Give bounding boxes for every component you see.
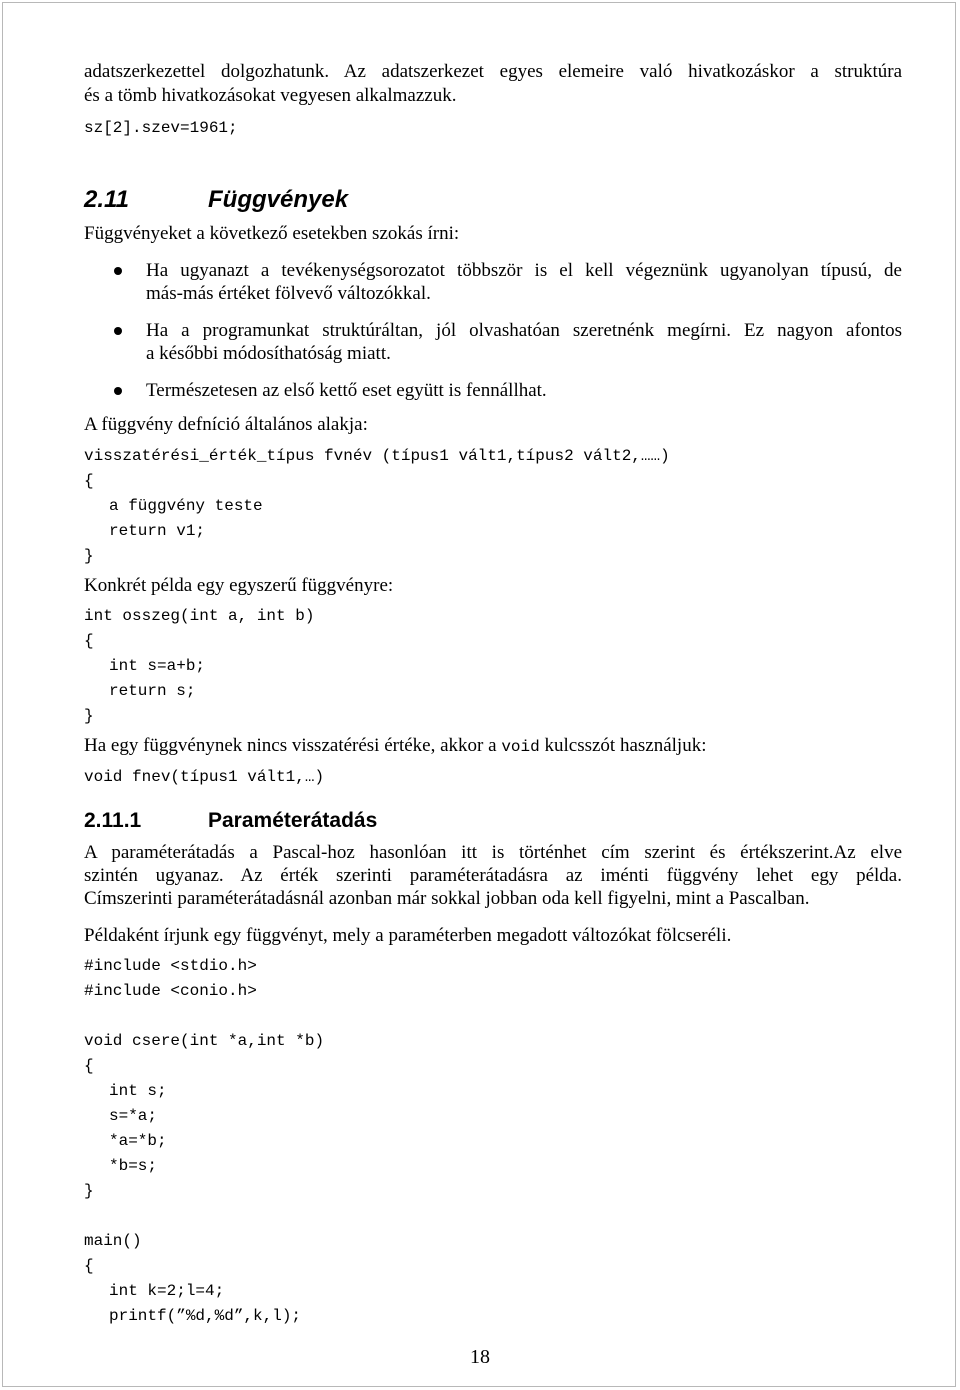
code-line: #include <stdio.h> (84, 957, 257, 975)
intro-line-2: és a tömb hivatkozásokat vegyesen alkalmazzuk. (84, 85, 457, 106)
example-intro: Példaként írjunk egy függvényt, mely a paraméterben megadott változókat fölcseréli. (84, 925, 732, 946)
main-code (84, 1229, 301, 1329)
bullet-line-2: a későbbi módosíthatóság miatt. (146, 343, 391, 364)
subsection-heading (84, 808, 377, 834)
subsection-paragraph (84, 841, 902, 910)
bullet-item (146, 319, 902, 365)
code-line: } (84, 1182, 94, 1200)
intro-code: sz[2].szev=1961; (84, 119, 238, 137)
code-line: void csere(int *a,int *b) (84, 1032, 325, 1050)
bullet-icon (114, 267, 122, 275)
code-line: } (84, 547, 94, 565)
general-form-code (84, 444, 670, 569)
bullet-line-1: Ha ugyanazt a tevékenységsorozatot többször is el kell végeznünk ugyanolyan típusú, de (146, 260, 902, 281)
bullet-line-2: más-más értéket fölvevő változókkal. (146, 283, 431, 304)
code-line: { (84, 1057, 94, 1075)
paragraph-line: szintén ugyanaz. Az érték szerinti paraméterátadásra az iménti függvény lehet egy példa. (84, 865, 902, 886)
general-form-label: A függvény defníció általános alakja: (84, 414, 368, 435)
bullet-line-1: Természetesen az első kettő eset együtt is fennállhat. (146, 380, 547, 401)
void-keyword: void (501, 738, 540, 756)
example-code (84, 604, 314, 729)
code-line: int k=2;l=4; (109, 1282, 225, 1300)
section-heading (84, 186, 348, 214)
code-line: #include <conio.h> (84, 982, 257, 1000)
subsection-number: 2.11.1 (84, 809, 142, 832)
void-code: void fnev(típus1 vált1,…) (84, 768, 325, 786)
code-line: { (84, 632, 94, 650)
section-number: 2.11 (84, 186, 129, 213)
subsection-title: Paraméterátadás (208, 809, 378, 832)
void-text-after: kulcsszót használjuk: (539, 735, 707, 756)
code-line: *a=*b; (109, 1132, 167, 1150)
paragraph-line: A paraméterátadás a Pascal-hoz hasonlóan itt is történhet cím szerint és értékszerint.Az elve (84, 842, 902, 863)
code-line: visszatérési_érték_típus fvnév (típus1 vált1,típus2 vált2,……) (84, 447, 670, 465)
void-sentence (84, 734, 706, 759)
code-line: a függvény teste (109, 497, 263, 515)
code-line: main() (84, 1232, 142, 1250)
code-line: s=*a; (109, 1107, 158, 1125)
code-line: *b=s; (109, 1157, 158, 1175)
void-text-before: Ha egy függvénynek nincs visszatérési értéke, akkor a (84, 735, 502, 756)
intro-line-1: adatszerkezettel dolgozhatunk. Az adatszerkezet egyes elemeire való hivatkozáskor a struktúra (84, 61, 902, 82)
bullet-line-1: Ha a programunkat struktúráltan, jól olvashatóan szeretnénk megírni. Ez nagyon afontos (146, 320, 902, 341)
example-label: Konkrét példa egy egyszerű függvényre: (84, 575, 394, 596)
code-line: return v1; (109, 522, 206, 540)
code-line: } (84, 707, 94, 725)
section-title: Függvények (208, 186, 349, 213)
code-line: printf(”%d,%d”,k,l); (109, 1307, 302, 1325)
code-line: return s; (109, 682, 196, 700)
bullet-item (146, 259, 902, 305)
include-code (84, 954, 257, 1004)
bullet-icon (114, 387, 122, 395)
code-line: int s=a+b; (109, 657, 206, 675)
bullet-icon (114, 327, 122, 335)
section-intro: Függvényeket a következő esetekben szokás írni: (84, 223, 460, 244)
code-line: int s; (109, 1082, 167, 1100)
page-number: 18 (470, 1346, 490, 1368)
code-line: int osszeg(int a, int b) (84, 607, 315, 625)
code-line: { (84, 472, 94, 490)
paragraph-line: Címszerinti paraméterátadásnál azonban már sokkal jobban oda kell figyelni, mint a Pascalban. (84, 888, 810, 909)
csere-code (84, 1029, 324, 1204)
code-line: { (84, 1257, 94, 1275)
bullet-item (146, 379, 547, 402)
